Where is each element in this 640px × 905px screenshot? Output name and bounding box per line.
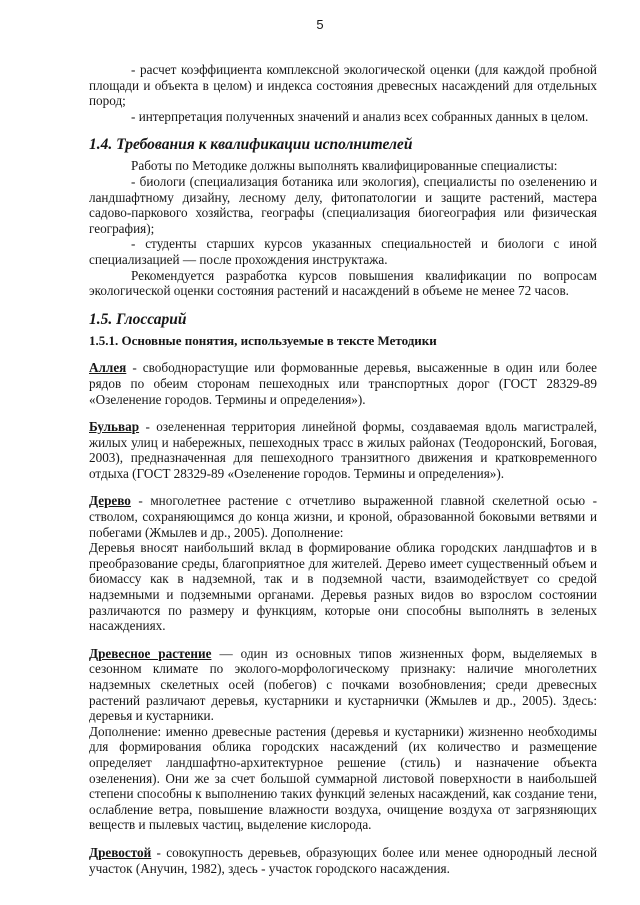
glossary-term-boulevard: Бульвар xyxy=(89,419,140,435)
section-1-5-1-heading: 1.5.1. Основные понятия, используемые в тексте Методики xyxy=(89,332,437,348)
section-1-4-paragraph-2: - биологи (специализация ботаника или экология), специалисты по озеленению и ландшафтному дизайну, лесному делу, фитопатологии и защите растений, мастера садово-паркового хозяйства, географы (специализация биогеография или физическая география); xyxy=(89,173,597,236)
glossary-definition-tree: - многолетнее растение с отчетливо выраженной главной скелетной осью - стволом, сохраняющимся до конца жизни, и кроной, образованной боковыми ветвями и побегами (Жмылев и др., 2005). Дополнение: xyxy=(89,493,597,540)
glossary-term-tree: Дерево xyxy=(89,493,131,509)
glossary-entry-woody-plant xyxy=(89,646,597,724)
section-1-4-paragraph-1: Работы по Методике должны выполнять квалифицированные специалисты: xyxy=(131,158,558,174)
glossary-addition-woody-plant: Дополнение: именно древесные растения (деревья и кустарники) жизненно необходимы для формирования облика городских насаждений (их количество и размещение определяет ландшафтно-архитектурное решение (стиль) и назначение объекта озеленения). Они же за счет большой суммарной листовой поверхности в наибольшей степени способны к выполнению таких функций зеленых насаждений, как создание тени, ослабление ветра, повышение влажности воздуха, очищение воздуха от загрязняющих веществ и пылевых частиц, выделение кислорода. xyxy=(89,723,597,833)
intro-list-item-1: - расчет коэффициента комплексной экологической оценки (для каждой пробной площади и объекта в целом) и индекса состояния древесных насаждений для отдельных пород; xyxy=(89,62,597,109)
intro-list-item-2: - интерпретация полученных значений и анализ всех собранных данных в целом. xyxy=(131,108,589,124)
glossary-entry-alley xyxy=(89,360,597,407)
page-number: 5 xyxy=(316,17,324,32)
glossary-entry-boulevard xyxy=(89,419,597,481)
glossary-definition-alley: - свободнорастущие или формованные деревья, высаженные в один или более рядов по обеим сторонам пешеходных или транспортных дорог (ГОСТ 28329-89 «Озеленение городов. Термины и определения»). xyxy=(89,360,597,407)
glossary-term-woody-plant: Древесное растение xyxy=(89,645,212,661)
glossary-addition-tree: Деревья вносят наибольший вклад в формирование облика городских ландшафтов и в преобразование среды, благоприятное для жителей. Дерево имеет существенный объем и биомассу как в надземной, так и в подземной части, взаимодействует со средой надземными и подземными органами. Деревья разных видов во взрослом состоянии различаются по размеру и функциям, которые они способны выполнять в зеленых насаждениях. xyxy=(89,540,597,634)
glossary-entry-tree-stand xyxy=(89,845,597,876)
glossary-definition-woody-plant: — один из основных типов жизненных форм, выделяемых в сезонном климате по эколого-морфологическому признаку: наличие многолетних надземных скелетных осей (побегов) с почками возобновления; среди древесных растений различают деревья, кустарники и кустарнички (Жмылев и др., 2005). Здесь: деревья и кустарники. xyxy=(89,645,597,724)
document-body xyxy=(89,62,597,876)
section-1-4-heading: 1.4. Требования к квалификации исполнителей xyxy=(89,136,413,154)
glossary-entry-tree xyxy=(89,493,597,540)
glossary-definition-boulevard: - озелененная территория линейной формы, создаваемая вдоль магистралей, жилых улиц и набережных, пешеходных трасс в жилых районах (Теодоронский, Боговая, 2003), предназначенная для пешеходного транзитного движения и кратковременного отдыха (ГОСТ 28329-89 «Озеленение городов. Термины и определения»). xyxy=(89,419,597,481)
glossary-definition-tree-stand: - совокупность деревьев, образующих более или менее однородный лесной участок (Анучин, 1982), здесь - участок городского насаждения. xyxy=(89,844,597,876)
glossary-term-alley: Аллея xyxy=(89,360,127,376)
section-1-4-paragraph-4: Рекомендуется разработка курсов повышения квалификации по вопросам экологической оценки состояния растений и насаждений в объеме не менее 72 часов. xyxy=(89,267,597,299)
section-1-5-heading: 1.5. Глоссарий xyxy=(89,310,187,328)
glossary-term-tree-stand: Древостой xyxy=(89,844,152,860)
section-1-4-paragraph-3: - студенты старших курсов указанных специальностей и биологи с иной специализацией — после прохождения инструктажа. xyxy=(89,236,597,267)
